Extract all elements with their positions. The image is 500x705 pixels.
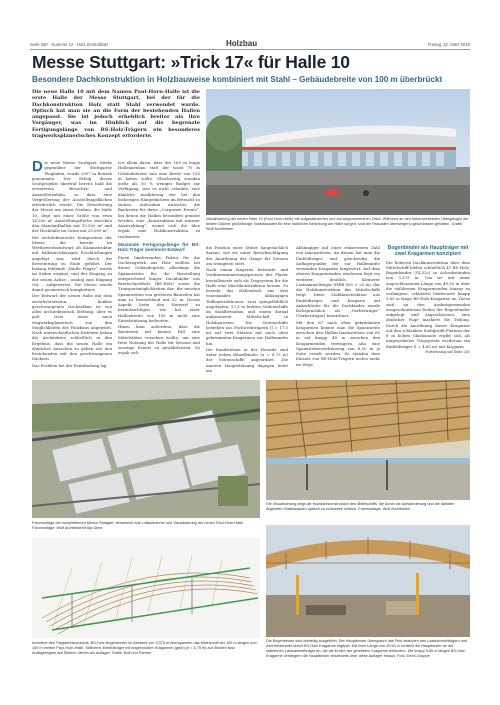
article-lead: Die neue Halle 10 mit dem Namen Paul-Horn-Halle ist die erste Halle der Messe Stuttgart, bei der für die Dachkonstruktion Holz statt Stahl verwendet wurde. Optisch hat man sie an die Form der bestehenden Hallen angepasst. Sie ist jedoch erheblich breiter als ihre Vorgänger, was im Hinblick auf die begrenzte Fertigungslänge von BS-Holz-Trägern ein besonderes tragwerksplanerisches Konzept erforderte. <box>32 89 200 140</box>
paragraph: ie neue Messe Stuttgart, direkt gegenüber der Stuttgarter Flughafen, wurde 2007 in Betrieb genommen. Der Erfolg dieses Großprojekts übertraf bereits bald die erwarteten Besucher- und Ausstellerzahlen, so dass eine Vergrößerung der Ausstellungsflächen erforderlich wurde. Die Erweiterung der Messe um einen Neubau, die Halle 10, liegt mit einer Größe von etwa 16.300 m² Ausstellungsfläche zwischen den Standardhallen mit 10.500 m² und der Hochhalle im Osten mit 25.000 m². <box>32 160 112 234</box>
paragraph: Abhängiger auf einer rekurrenten Zahl von Innenstützen. An diesen hat man die Einfeldträger und gleichzeitig die Auflagerpunkte der zur Hallenmitte weisenden Kragarme hingesetzt. Auf dem oberen Kragarmenden wiederum liegt ein weiterer, deutlich kleinerer Lastsammelträger (HEB 500 × 20 m), der die Holzkonstruktion des Mittelschiffs trägt. Diese Stahlkonstruktion aus Einfeldträger und Kragarm auf Ankerblöcke für die Dachbinder wurde fachsprachlich als „Gerberträger“ (Gerberträger) bezeichnet. <box>296 245 380 319</box>
continuation-note: Fortsetzung auf Seite 261 <box>425 349 470 354</box>
image-caption-2: Fotomontage der komplettierten Messe Stuttgart, bestehend aus Luftaufnahme und Visualisierung der neuen Paul-Horn-Halle. Fotomontage: Wulf Architekten/Hajo Dietz <box>32 521 245 530</box>
issue-info: Seite 260 · Nummer 12 · Holz-Zentralblatt <box>30 42 108 47</box>
subheading: Maximale Fertigungslänge für BS-Holz-Träger bestimmt Entwurf <box>118 241 200 253</box>
text-column-4 <box>296 245 380 377</box>
image-caption-1: Visualisierung der neuen Halle 10 (Paul-Horn-Halle) mit aufgeständerten und zurückgenommenen Dach. Während an den höhenversetzten Übergängen der beiden Dächer großflächige Glasfassaden für eine natürliche Belichtung der Halle sorgen, sind die Fassaden überwiegend geschlossen gehalten. Grafik: Wulf Architekten <box>206 217 469 231</box>
image-credit: Grafik: Wulf Architekten <box>206 222 463 231</box>
construction-photo-image <box>266 525 470 637</box>
paragraph: Die Randstützen in der Fassade sind unter jedem Einzelbinder (a = 6,75 m) der Seitenschiffe angeordnet. Die inneren Hauptstützung dagegen leitet ein <box>206 346 288 373</box>
image-credit: Foto: Derix-Gruppe <box>397 654 430 658</box>
article-title: Messe Stuttgart: »Trick 17« für Halle 10 <box>32 52 350 72</box>
paragraph: die Position einer Stütze hauptsächlich daraus, wie sie unter Berücksichtigung der Anordnung der Gänge für Messen am wenigsten stört. <box>206 245 288 266</box>
paragraph: vor allem darin, dass der 165 m lange Hallenneubau statt der sonst 70 m Gebäudebreite nun eine Breite von 100 m haben sollte. Gleichzeitig standen mehr als 50 % weniger Budget zur Verfügung, was es nicht erlaubte, eine ähnliche Ausführung wie bei den bisherigen Hängedächern im Betracht zu ziehen. Außerdem wünschte die Bauherrin für ihren „Corporate Events“, bei denen die Hallen besonders genutzt werden, eine „Konstruktion mit warmer Ausstrahlung“, womit sich die Idee ergab, eine Holzkonstruktion zu realisieren. <box>118 160 200 239</box>
paragraph: Der Entwurf der neuen Halle mit dem zurückversetzten, konkav geschwungenen Dachaufbau ist von allen architektonisch Stellung, aber es galt trotz einer auch tragwerksplanerisch von den Möglichkeiten des Holzbaus abgeleitet. Nach unterschiedlichen Kriterien haben die Architekten schließlich in den Ergebnis, dass die neuen Halle ein ähnliches Aussehen zu geben wie den bestehenden mit den geschwungenen Dächern. <box>32 293 112 362</box>
newspaper-page <box>30 30 470 675</box>
paragraph: Hinzu kam außerdem, dass die Bauherrin auf keinen Fall eine Mittelstütze vorsehen wollte, um eine freie Nutzung der Halle für Messen und sonstige Events zu gewährleisten. So ergab sich <box>118 324 200 356</box>
text-column-3 <box>206 245 288 377</box>
text-column-5 <box>386 245 470 377</box>
image-caption-3: Die Visualisierung zeigt die Holzdachkonstruktion des Mittelschiffs, die durch die Aufständerung und die dahinter liegenden Glasfassaden optisch zu schweben scheint. Fotomontage: Wulf Architekten <box>266 502 455 511</box>
image-caption-5: Die Bogenbinder sind dreiteilig ausgeführt: Der Hauptbinder überspannt das Feld zwischen den Lastsammelträgern und wird beiderseits durch BS-Holz-Kragarme ergänzt. Mit einer Länge von 49,50 m schließt die Hauptbinder an die stählernen Lastsammelträger an, die die Enden der gereiteten Kragarme einbinden. Die knapp 9,65 m langen BS-Holz-Kragarme verlängern die Hauptbinder beiderseits über diese Auflager hinaus. Foto: Derix-Gruppe <box>266 639 468 658</box>
paragraph: Die architektonische Komposition der Messe, die bereits im Wettbewerbsentwurf als Kammstruktur mit halbdurchlässigen Erschließungen angelegt war, wird durch die Erweiterung zu Ende geführt. Der bislang fehlende „fünfte Finger“ wurde im Süden ergänzt, und der Eingang zu der neuen Achse – analog zum Eingang Ost – aufgewertet. Die Messe wurde damit geometrisch komplettiert. <box>32 234 112 292</box>
paragraph: Mit den 67 nach oben gekrümmten Kragarmen konnte man die Spannweite zwischen den Hallen-Innenstützen von 65 m auf knapp 48 m zwischen den Kragarmenden verringern, also eine Spannweitenverkürzung von 8,50 m je Seite erzielt werden. So standen dem Einsatz von BS-Holz-Trägern nichts mehr im Wege. <box>296 319 380 367</box>
image-credit: Fotomontage: Wulf Architekten <box>358 507 411 511</box>
image-credit: Grafik: Boll und Partner <box>111 651 152 655</box>
roof-interior-image <box>266 380 470 500</box>
drop-cap: D <box>32 160 43 175</box>
paragraph: Einen limitierenden Faktor für die Dachtragwerk aus Holz stellten bei dieser Gebäudegröße allerdings die Spannweiten für die Herstellung entsprechend langer Dachbinder aus Brettschichtholz (BS-Holz) sowie die Transportmöglichkeiten dar; die meisten Spannweiten von größeren Bauteilen hat man in Deutschland mit 52 m. Dieses Aspekt hatte den Entwurf zu berücksichtigen, wie hat einer Hallenbreite von 100 m nicht eine Einzelstützung bedeutete. <box>118 254 200 323</box>
subheading: Bogenbinder als Hauptträger mit zwei Kragarmen konzipiert <box>387 245 469 258</box>
aerial-montage-image <box>32 380 260 518</box>
image-credit: Fotomontage: Wulf Architekten/Hajo Dietz <box>32 526 103 530</box>
text-column-2 <box>118 160 200 377</box>
isometric-structure-image <box>32 538 260 638</box>
hall-visualization-image <box>206 89 470 215</box>
issue-date: Freitag, 22. März 2019 <box>427 42 470 47</box>
text-column-1 <box>32 160 112 377</box>
page-header <box>30 30 470 50</box>
header-rule <box>30 49 470 50</box>
paragraph: Nach einem längeren Entwurfs- und Vordimensionierungsprozess der Planer kristallisierte sich als Tragsystem für die Halle eine Mischkonstruktion heraus. So besteht das Hallendach aus drei voneinander abhängigen Teilkonstruktionen: zwei spiegelbildlich angelegten, 17,3 m breiten Seitenschiffe im Stahlbetonbau und einem darauf aufgesetzten Mittelschiff in Holzbauweise. Die Seitenschiffe bestehen aus Fachwerkträgern (l = 17,5 m) auf zwei Stützen mit nach oben gekrümmten Kragarmen zur Hallenmitte hin. <box>206 267 288 346</box>
section-title: Holzbau <box>226 39 258 48</box>
paragraph: Das Problem bei der Formfindung lag <box>32 362 107 368</box>
paragraph: Die höheren Dachkonstruktion über dem Mittelschiff bilden schließlich 47 BS-Holz-Bogenbinder (GL32c) in Achsabständen von 3,375 m. Um sie mit einer angeschlossenen Länge von 49,50 m über die stählernen Kragarmenden hinaus zu verlängern, schließen beiderseits knapp 9,65 m lange BS-Holz-Kragarme an. Diese sind an den Auskragarmenden ausgeschnittenen Enden der Bogenbinder aufgelegt und angeschlossen, eine ähnlicher Fuge markiert die Teilung. Durch die Anordnung dieser Kragarme auf den schlanken Stahlprofil-Plattens der 8 m hohen Glasfassade ergibt sich als umgeordnetes Tragsystem wiederum ein Einfeldträger (l = 4,65 m) mit Kragarm <box>386 259 470 349</box>
article-subtitle: Besondere Dachkonstruktion in Holzbauweise kombiniert mit Stahl – Gebäudebreite von 100 m überbrückt <box>32 75 443 84</box>
image-caption-4: Isometrie des Tragwerkskonzepts: BS-Holz-Bogenbinder im Abstand von 3,375 m überspannen das Mittelschiff der 165 m langen und 100 m breiten Paul-Horn-Halle. Stählerne Einfeldträger mit angeknickten Kragarmen (grün) (e = 6,75 m) auf Stützen bzw. Auflagebügeln auf Stützen dienen als Auflager. Grafik: Boll und Partner <box>32 641 257 655</box>
